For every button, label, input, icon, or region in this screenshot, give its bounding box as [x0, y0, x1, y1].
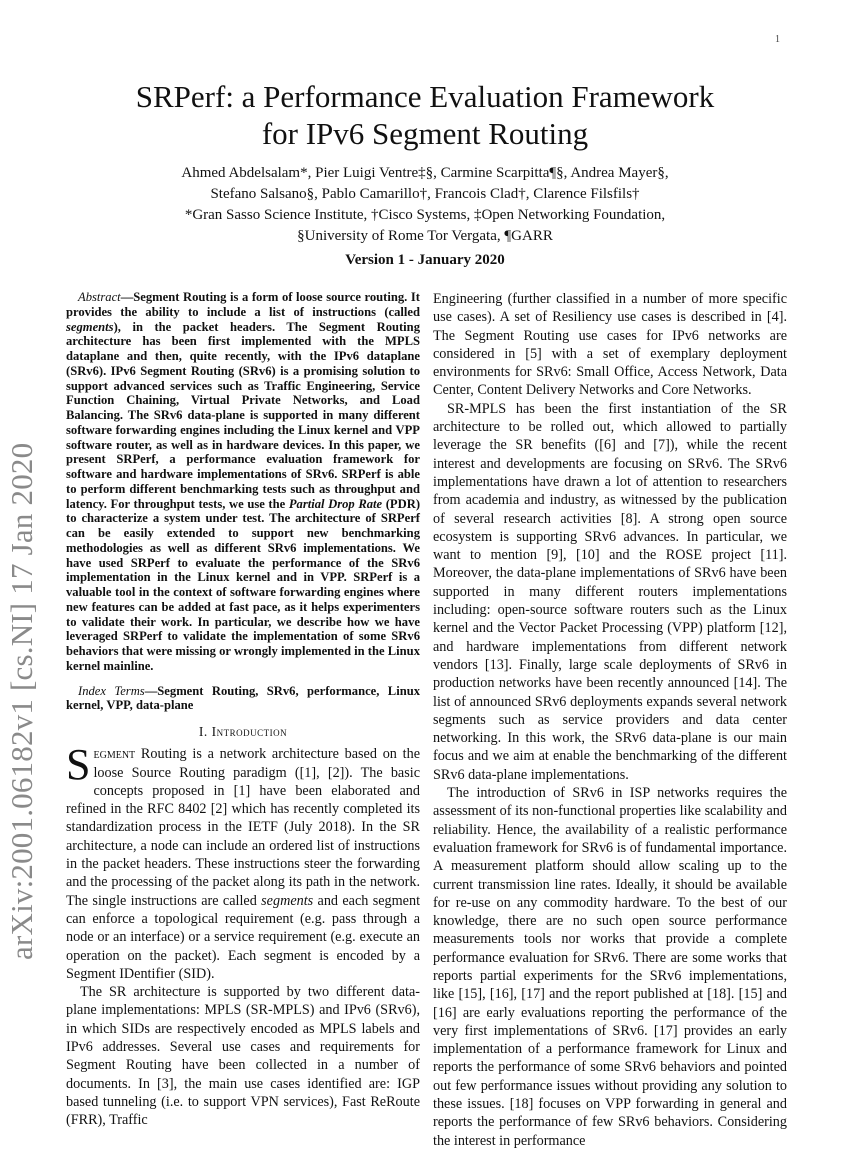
version-line: Version 1 - January 2020 [345, 252, 505, 268]
paper-title [90, 78, 760, 152]
intro-paragraph-1-text-a: Routing is a network architecture based on the loose Source Routing paradigm ([1], [2]). The basic concepts proposed in [1] have been elaborated and refined in the RFC 8402 [2] which has recently completed its standardization process in the IETF (July 2018). In the SR architecture, a node can include an ordered list of instructions in the packet headers. These instructions steer the forwarding and the processing of the packet along its path in the network. The single instructions are called [66, 746, 420, 909]
abstract-emphasis-segments: segments [66, 319, 114, 334]
title-line-2: for IPv6 Segment Routing [261, 116, 589, 151]
abstract-emphasis-pdr: Partial Drop Rate [288, 496, 383, 511]
index-terms-lead: Index Terms [78, 683, 145, 698]
intro-paragraph-2: The SR architecture is supported by two different data-plane implementations: MPLS (SR-MPLS) and IPv6 (SRv6), in which SIDs are respectively encoded as MPLS labels and IPv6 addresses. Several use cases and requirements for Segment Routing have been collected in a number of documents. In [3], the main use cases identified are: IGP based tunneling (i.e. to support VPN services), Fast ReRoute (FRR), Traffic [66, 984, 420, 1129]
right-paragraph-2: SR-MPLS has been the first instantiation of the SR architecture to be rolled out, which allowed to partially leverage the SR benefits ([6] and [7]), while the recent interest and developments are focusing on SRv6. The SRv6 implementations have drawn a lot of attention to researchers from academia and industry, as witnessed by the publication of several research activities [8]. A strong open source ecosystem is supporting SRv6 advances. In particular, we want to mention [9], [10] and the ROSE project [11]. Moreover, the data-plane implementations of SRv6 have been supported in many different routers implementations including: open-source software routers such as the Linux kernel and the Vector Packet Processing (VPP) platform [12], and hardware implementations from different network vendors [13]. Finally, large scale deployments of SRv6 in production networks have been recently announced [14]. The list of announced SRv6 deployments expands several network segments such as service providers and data center networking. In this work, the SRv6 data-plane is our main focus and we aim at enable the benchmarking of the different SRv6 data-plane implementations. [433, 400, 787, 783]
left-column [66, 290, 420, 1130]
intro-emphasis-segments: segments [261, 892, 314, 909]
abstract-text-2: ), in the packet headers. The Segment Routing architecture has been first implemented with the MPLS dataplane and then, quite recently, with the IPv6 dataplane (SRv6). IPv6 Segment Routing (SRv6) is a promising solution to support advanced services such as Traffic Engineering, Service Function Chaining, Virtual Private Networks, and Load Balancing. The SRv6 data-plane is supported in many different software forwarding engines including the Linux kernel and VPP software router, as well as in hardware devices. In this paper, we present SRPerf, a performance evaluation framework for software and hardware implementations of SRv6. SRPerf is able to perform different benchmarking tests such as throughput and latency. For throughput tests, we use the [66, 319, 420, 511]
author-block [140, 163, 710, 247]
abstract-text-1: —Segment Routing is a form of loose source routing. It provides the ability to include a list of instructions (called [66, 290, 420, 319]
abstract-text-3: (PDR) to characterize a system under test. The architecture of SRPerf can be easily extended to support new benchmarking methodologies as well as different SRv6 implementations. We have used SRPerf to evaluate the performance of the SRv6 implementation in the Linux kernel and in VPP. SRPerf is a valuable tool in the context of software forwarding engines where new features can be added at fast pace, as it helps experimenters to validate their work. In particular, we describe how we have leveraged SRPerf to validate the implementation of some SRv6 behaviors that were missing or wrongly implemented in the Linux kernel mainline. [66, 496, 421, 673]
authors-line-1: Ahmed Abdelsalam*, Pier Luigi Ventre‡§, Carmine Scarpitta¶§, Andrea Mayer§, [181, 165, 669, 181]
abstract-lead: Abstract [78, 290, 121, 304]
right-paragraph-1: Engineering (further classified in a number of more specific use cases). A set of Resiliency use cases is described in [4]. The Segment Routing use cases for IPv6 networks are considered in [5] with a set of exemplary deployment environments for SRv6: Small Office, Access Network, Data Center, Content Delivery Networks and Core Networks. [433, 291, 787, 399]
page-number: 1 [775, 34, 780, 45]
abstract [66, 290, 420, 674]
drop-cap: S [66, 740, 91, 790]
section-heading-introduction: I. Introduction [198, 724, 288, 739]
authors-line-2: Stefano Salsano§, Pablo Camarillo†, Francois Clad†, Clarence Filsfils† [210, 186, 640, 202]
arxiv-identifier-stamp: arXiv:2001.06182v1 [cs.NI] 17 Jan 2020 [4, 442, 39, 960]
title-line-1: SRPerf: a Performance Evaluation Framework [135, 79, 715, 114]
intro-paragraph-1-text-b: and each segment can enforce a topological requirement (e.g. pass through a node or an interface) or a service requirement (e.g. execute an operation on the packet). Each segment is encoded by a Segment IDentifier (SID). [66, 892, 421, 982]
affiliations-line-1: *Gran Sasso Science Institute, †Cisco Systems, ‡Open Networking Foundation, [184, 207, 666, 223]
intro-paragraph-1 [66, 740, 421, 983]
affiliations-line-2: §University of Rome Tor Vergata, ¶GARR [297, 228, 553, 244]
index-terms-text: —Segment Routing, SRv6, performance, Linux kernel, VPP, data-plane [66, 683, 421, 713]
drop-cap-continuation: egment [93, 746, 136, 763]
right-column [433, 290, 787, 1150]
right-paragraph-3: The introduction of SRv6 in ISP networks requires the assessment of its non-functional properties like scalability and reliability. Hence, the availability of a realistic performance evaluation framework for SRv6 is of fundamental importance. A measurement platform should allow scaling up to the current transmission line rates. Ideally, it should be available for re-use on any commodity hardware. To the best of our knowledge, there are no such open source performance measurements tools nor works that provide a complete performance evaluation for SRv6. There are some works that reports partial experiments for the SRv6 implementations, like [15], [16], [17] and the report published at [18]. [15] and [16] are early evaluations reporting the performance of the very first implementations of SRv6. [17] provides an early implementation of a performance framework for Linux and reports the performance of some SRv6 behaviors and pointed out few performance issues without providing any solution to these issues. [18] focuses on VPP forwarding in general and reports the performance of few SRv6 behaviors. Considering the interest in performance [433, 785, 787, 1149]
index-terms [66, 684, 420, 714]
